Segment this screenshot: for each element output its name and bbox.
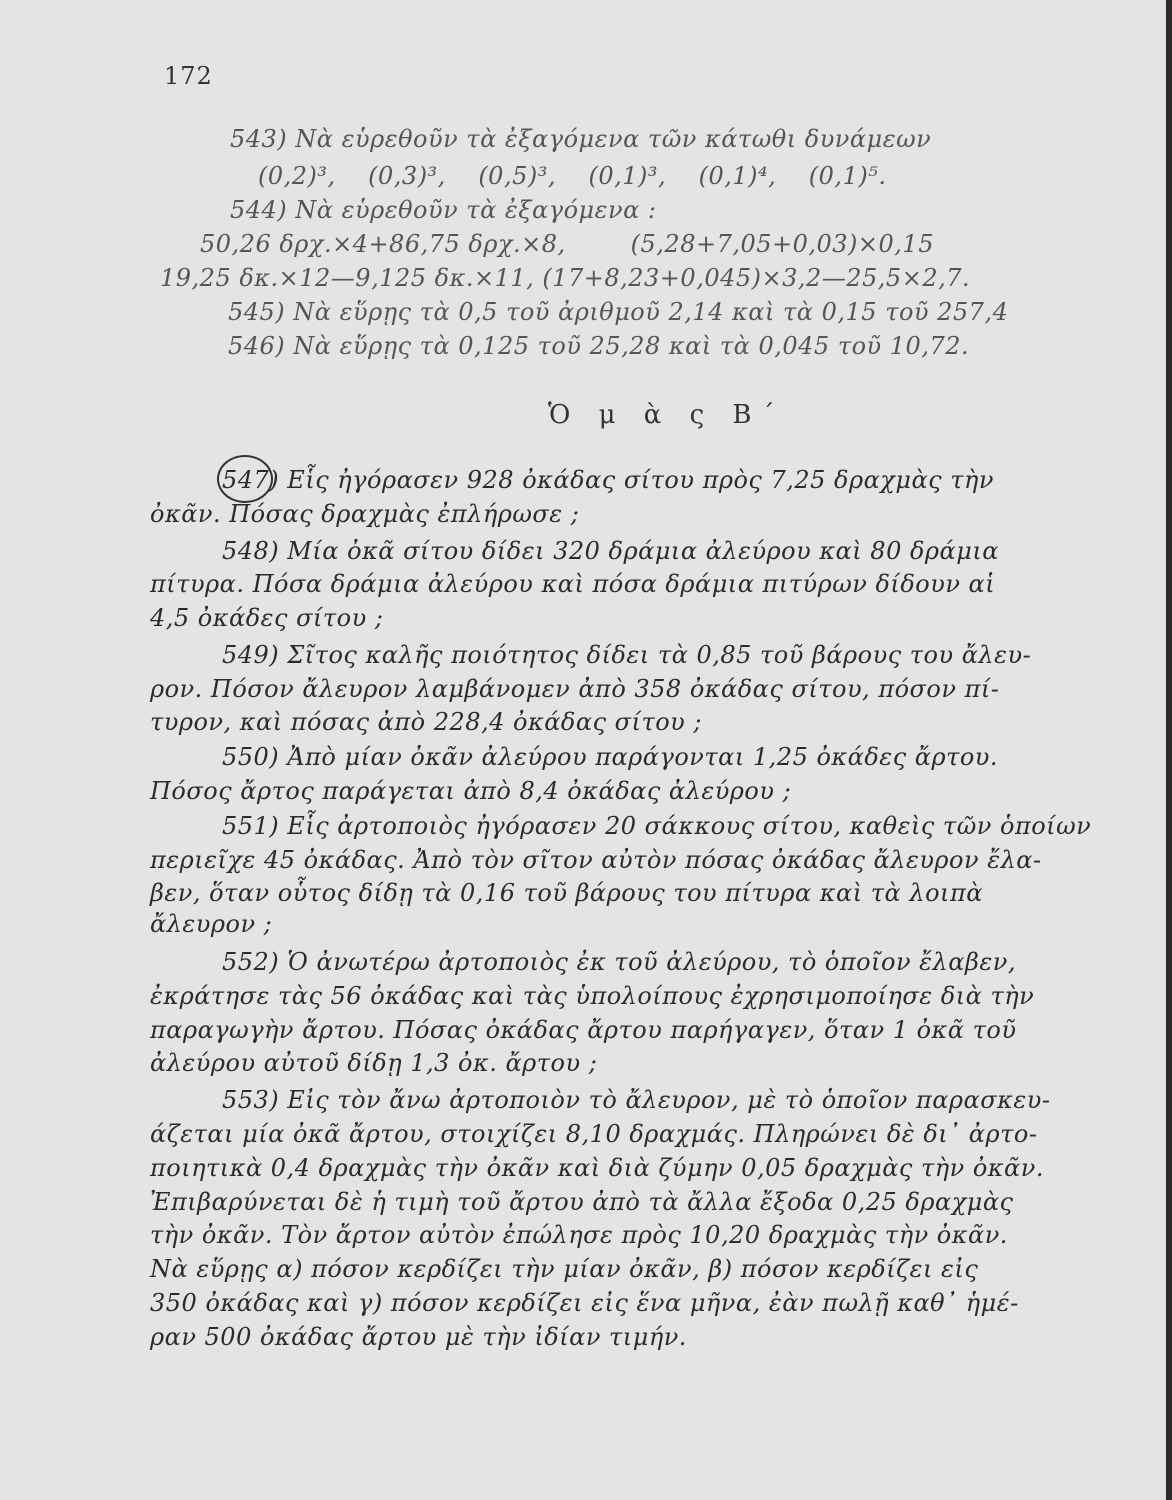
exercise-552-line-3: παραγωγὴν ἄρτου. Πόσας ὀκάδας ἄρτου παρήγαγεν, ὅταν 1 ὀκᾶ τοῦ: [150, 1016, 1017, 1044]
exercise-553-line-4: Ἐπιβαρύνεται δὲ ἡ τιμὴ τοῦ ἄρτου ἀπὸ τὰ ἄλλα ἔξοδα 0,25 δραχμὰς: [150, 1188, 1014, 1216]
exercise-553-line-3: ποιητικὰ 0,4 δραχμὰς τὴν ὀκᾶν καὶ διὰ ζύμην 0,05 δραχμὰς τὴν ὀκᾶν.: [150, 1154, 1044, 1182]
exercise-543-powers: (0,2)³, (0,3)³, (0,5)³, (0,1)³, (0,1)⁴, (0,1)⁵.: [258, 162, 887, 190]
exercise-548-line-3: 4,5 ὀκάδες σίτου ;: [150, 604, 384, 632]
exercise-553-line-8: ραν 500 ὀκάδας ἄρτου μὲ τὴν ἰδίαν τιμήν.: [150, 1323, 687, 1351]
exercise-553-line-2: άζεται μία ὀκᾶ ἄρτου, στοιχίζει 8,10 δραχμάς. Πληρώνει δὲ δι᾽ ἀρτο-: [150, 1120, 1038, 1148]
exercise-553-line-5: τὴν ὀκᾶν. Τὸν ἄρτον αὐτὸν ἐπώλησε πρὸς 10,20 δραχμὰς τὴν ὀκᾶν.: [150, 1221, 1008, 1249]
exercise-546: 546) Νὰ εὕρῃς τὰ 0,125 τοῦ 25,28 καὶ τὰ 0,045 τοῦ 10,72.: [228, 332, 970, 360]
scan-edge-border: [1166, 0, 1172, 1500]
exercise-548-line-1: 548) Μία ὀκᾶ σίτου δίδει 320 δράμια ἀλεύρου καὶ 80 δράμια: [222, 537, 999, 565]
section-heading: Ὁ μ ὰ ς Β΄: [548, 400, 785, 430]
exercise-553-line-1: 553) Εἰς τὸν ἄνω ἀρτοποιὸν τὸ ἄλευρον, μὲ τὸ ὁποῖον παρασκευ-: [222, 1086, 1051, 1114]
exercise-549-line-1: 549) Σῖτος καλῆς ποιότητος δίδει τὰ 0,85 τοῦ βάρους του ἄλευ-: [222, 641, 1032, 669]
exercise-544-line-1: 544) Νὰ εὑρεθοῦν τὰ ἐξαγόμενα :: [230, 196, 657, 224]
exercise-548-line-2: πίτυρα. Πόσα δράμια ἀλεύρου καὶ πόσα δράμια πιτύρων δίδουν αἱ: [150, 570, 996, 598]
exercise-547-line-2: ὀκᾶν. Πόσας δραχμὰς ἐπλήρωσε ;: [150, 500, 580, 528]
exercise-552-line-2: ἐκράτησε τὰς 56 ὀκάδας καὶ τὰς ὑπολοίπους ἐχρησιμοποίησε διὰ τὴν: [150, 982, 1035, 1010]
exercise-552-line-1: 552) Ὁ ἀνωτέρω ἀρτοποιὸς ἐκ τοῦ ἀλεύρου, τὸ ὁποῖον ἔλαβεν,: [222, 948, 1016, 976]
exercise-551-line-2: περιεῖχε 45 ὀκάδας. Ἀπὸ τὸν σῖτον αὐτὸν πόσας ὀκάδας ἄλευρον ἔλα-: [150, 846, 1042, 874]
page-number: 172: [164, 62, 213, 90]
exercise-549-line-3: τυρον, καὶ πόσας ἀπὸ 228,4 ὀκάδας σίτου ;: [150, 708, 702, 736]
exercise-551-line-3: βεν, ὅταν οὗτος δίδῃ τὰ 0,16 τοῦ βάρους του πίτυρα καὶ τὰ λοιπὰ: [150, 879, 983, 907]
exercise-551-line-1: 551) Εἷς ἀρτοποιὸς ἠγόρασεν 20 σάκκους σίτου, καθεὶς τῶν ὁποίων: [222, 812, 1092, 840]
exercise-549-line-2: ρον. Πόσον ἄλευρον λαμβάνομεν ἀπὸ 358 ὀκάδας σίτου, πόσον πί-: [150, 675, 1000, 703]
exercise-544-expr-2: 19,25 δκ.×12—9,125 δκ.×11, (17+8,23+0,045)×3,2—25,5×2,7.: [160, 264, 971, 292]
exercise-545: 545) Νὰ εὕρῃς τὰ 0,5 τοῦ ἀριθμοῦ 2,14 καὶ τὰ 0,15 τοῦ 257,4: [228, 298, 1009, 326]
exercise-550-line-2: Πόσος ἄρτος παράγεται ἀπὸ 8,4 ὀκάδας ἀλεύρου ;: [150, 777, 792, 805]
exercise-550-line-1: 550) Ἀπὸ μίαν ὀκᾶν ἀλεύρου παράγονται 1,25 ὀκάδες ἄρτου.: [222, 743, 999, 771]
exercise-547-line-1: 547) Εἷς ἠγόρασεν 928 ὀκάδας σίτου πρὸς 7,25 δραχμὰς τὴν: [222, 466, 994, 494]
exercise-553-line-7: 350 ὀκάδας καὶ γ) πόσον κερδίζει εἰς ἕνα μῆνα, ἐὰν πωλῇ καθ᾽ ἡμέ-: [150, 1289, 1019, 1317]
exercise-543-line-1: 543) Νὰ εὑρεθοῦν τὰ ἐξαγόμενα τῶν κάτωθι δυνάμεων: [230, 125, 932, 153]
exercise-552-line-4: ἀλεύρου αὐτοῦ δίδῃ 1,3 ὀκ. ἄρτου ;: [150, 1049, 598, 1077]
exercise-553-line-6: Νὰ εὕρῃς α) πόσον κερδίζει τὴν μίαν ὀκᾶν, β) πόσον κερδίζει εἰς: [150, 1255, 979, 1283]
exercise-544-expr-1: 50,26 δρχ.×4+86,75 δρχ.×8, (5,28+7,05+0,03)×0,15: [200, 230, 934, 258]
exercise-551-line-4: ἄλευρον ;: [150, 910, 273, 938]
